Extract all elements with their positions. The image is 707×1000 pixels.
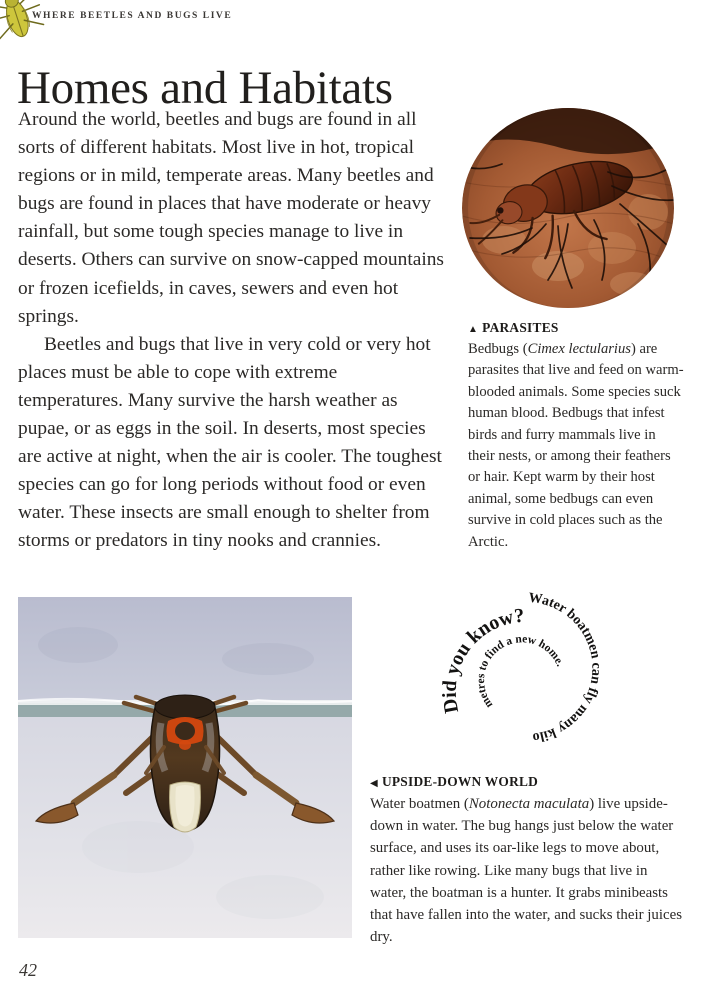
upsidedown-text-after: ) live upside-down in water. The bug hangs just below the water surface, and uses its oar-like legs to move about, rather like rowing. Like many bugs that live in water, the boatman is a hunter. It grabs minibeasts that have fallen into the water, and sucks their juices dry. (370, 796, 682, 946)
running-head: WHERE BEETLES AND BUGS LIVE (32, 11, 233, 21)
triangle-up-icon: ▲ (468, 324, 479, 335)
did-you-know-spiral (438, 588, 613, 748)
parasites-caption-body (468, 339, 686, 553)
parasites-caption-heading-text: PARASITES (482, 320, 559, 335)
upside-down-caption-heading-text: UPSIDE-DOWN WORLD (381, 774, 539, 789)
page-title: Homes and Habitats (17, 62, 393, 115)
main-text-column (18, 106, 446, 556)
triangle-left-icon: ◀ (370, 778, 378, 789)
did-you-know-fact-inner: metres to find a new home. (475, 633, 567, 711)
body-paragraph-2: Beetles and bugs that live in very cold or very hot places must be able to cope with extreme temperatures. Many survive the harsh weather as pupae, or as eggs in the soil. In deserts, most species are active at night, when the air is cooler. The toughest species can go for long periods without food or even water. These insects are small enough to shelter from storms or predators in tiny nooks and crannies. (18, 333, 442, 552)
bedbug-on-skin-photo (462, 108, 674, 308)
water-boatman-photo (18, 597, 352, 938)
upsidedown-species-name: Notonecta maculata (468, 796, 590, 812)
parasites-species-name: Cimex lectularius (527, 341, 631, 357)
upside-down-caption-heading (370, 774, 686, 790)
upside-down-caption-body (370, 793, 686, 948)
parasites-caption (468, 320, 686, 553)
did-you-know-label: Did you know? (438, 604, 526, 716)
page-number: 42 (19, 960, 37, 980)
upside-down-world-caption (370, 774, 686, 948)
parasites-text-before: Bedbugs ( (468, 341, 528, 357)
parasites-caption-heading (468, 320, 686, 336)
did-you-know-fact-outer: Water boatmen can fly many kilo (527, 590, 604, 745)
beetle-illustration-icon (0, 0, 46, 46)
parasites-text-after: ) are parasites that live and feed on warm-blooded animals. Some species suck human blood. Bedbugs that infest birds and furry mammals live in their nests, or among their feathers or hair. Kept warm by their host animal, some bedbugs can even survive in cold places such as the Arctic. (468, 341, 684, 550)
upsidedown-text-before: Water boatmen ( (370, 796, 469, 812)
body-paragraph-1: Around the world, beetles and bugs are found in all sorts of different habitats. Most live in hot, tropical regions or in mild, temperate areas. Many beetles and bugs are found in places that have moderate or heavy rainfall, but some tough species manage to live in deserts. Others can survive on snow-capped mountains or frozen icefields, in caves, sewers and even hot springs. (18, 109, 444, 327)
